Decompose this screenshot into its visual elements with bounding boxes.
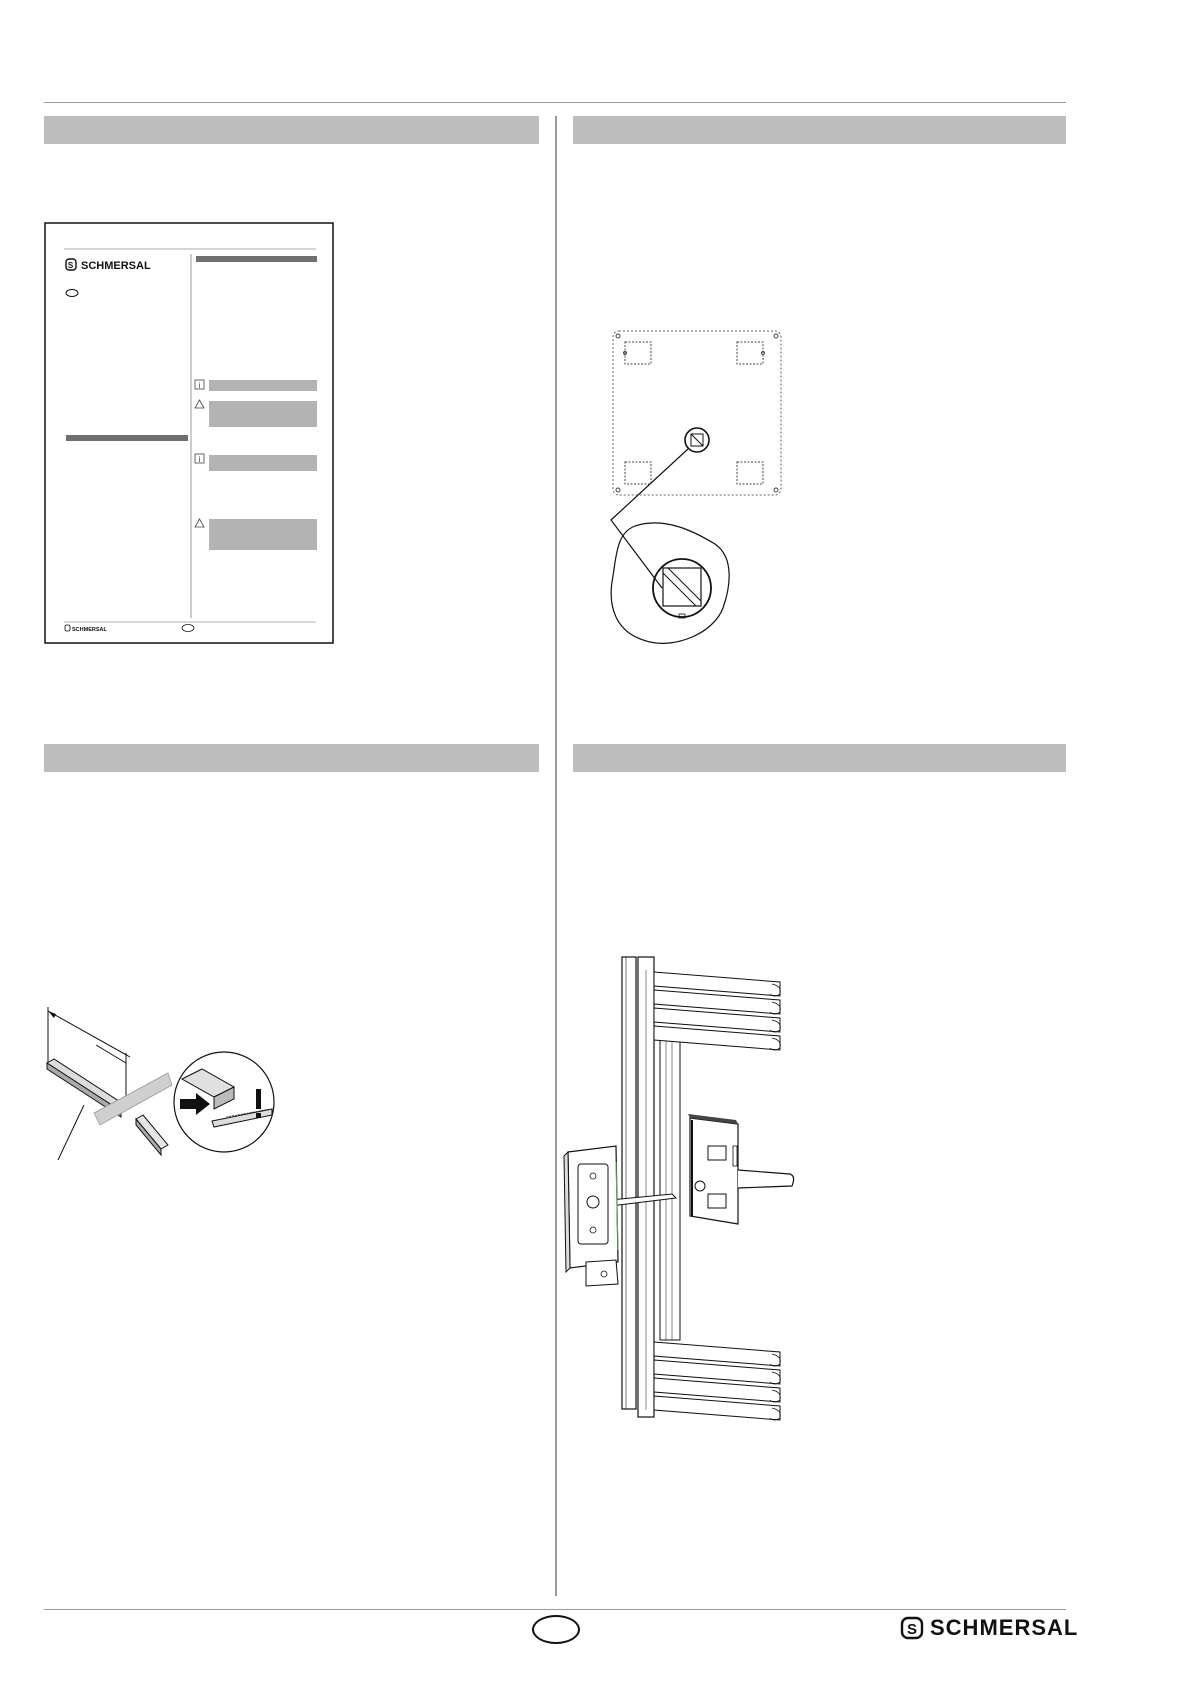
section-heading-band-2: [573, 116, 1066, 144]
svg-text:i: i: [198, 381, 201, 390]
section-heading-4: [573, 750, 581, 766]
brand-name: SCHMERSAL: [930, 1615, 1079, 1640]
schmersal-logo: [900, 1615, 1079, 1641]
top-rule: [44, 102, 1066, 103]
language-badge: [532, 1615, 580, 1644]
manual-thumbnail-figure: [44, 222, 334, 644]
thumbnail-brand: SCHMERSAL: [81, 260, 151, 272]
svg-text:i: i: [198, 455, 201, 464]
door-frame-figure: [560, 950, 810, 1430]
section-heading-3: [44, 750, 52, 766]
section-heading-band-1: [44, 116, 539, 144]
cutting-figure: [44, 1005, 284, 1165]
section-heading-band-4: [573, 744, 1066, 772]
section-heading-2: [573, 122, 581, 138]
section-heading-band-3: [44, 744, 539, 772]
svg-text:S: S: [67, 261, 74, 270]
schmersal-logo-icon: [900, 1616, 924, 1640]
bottom-rule: [44, 1609, 1066, 1610]
svg-text:S: S: [906, 1621, 918, 1638]
section-heading-1: [44, 122, 52, 138]
column-divider: [555, 116, 557, 1596]
mounting-plate-figure: [605, 326, 785, 648]
thumbnail-footer-brand: SCHMERSAL: [72, 627, 107, 633]
